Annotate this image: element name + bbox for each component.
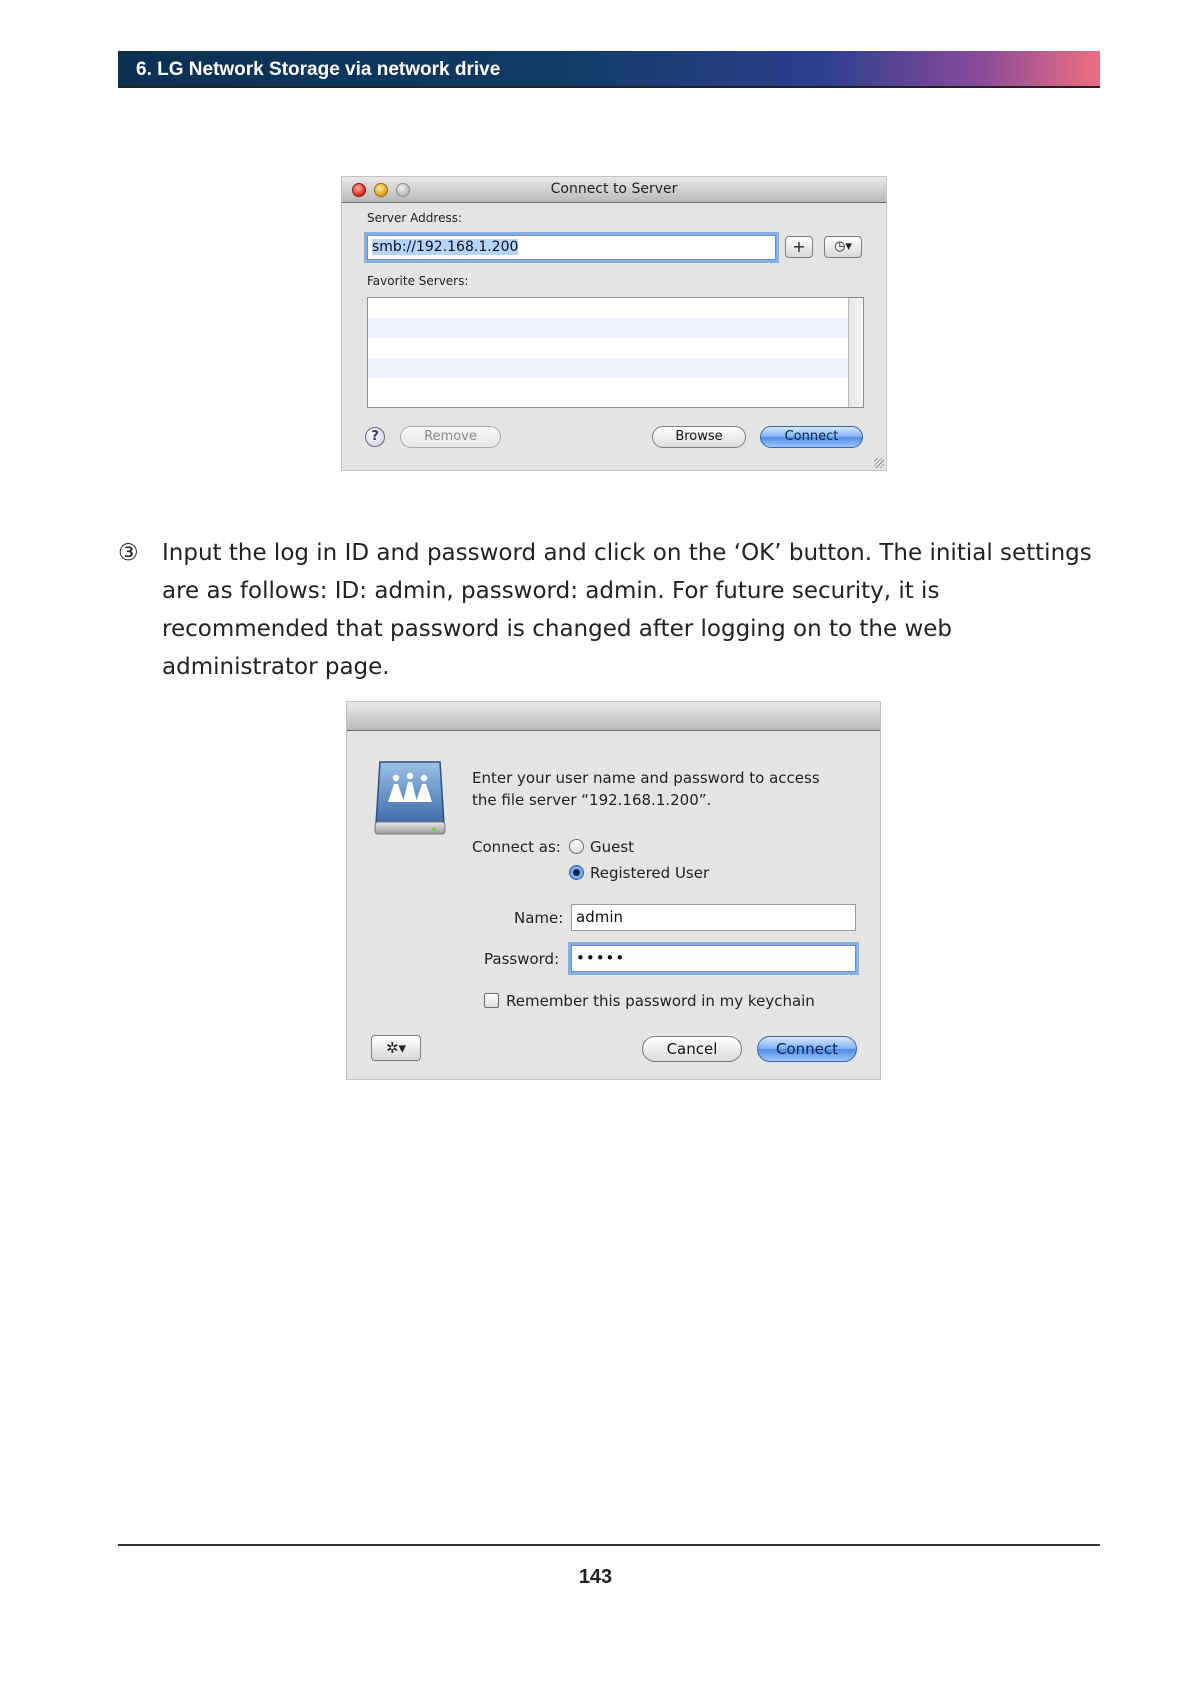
- password-label: Password:: [484, 950, 560, 968]
- server-address-input[interactable]: [367, 235, 776, 260]
- guest-radio[interactable]: [569, 839, 584, 854]
- page-number: 143: [578, 1566, 613, 1588]
- name-input[interactable]: admin: [571, 904, 856, 931]
- section-title: 6. LG Network Storage via network drive: [136, 59, 501, 80]
- guest-label[interactable]: Guest: [590, 838, 635, 856]
- server-address-label: Server Address:: [367, 211, 462, 225]
- clock-icon: ◷▾: [834, 239, 852, 254]
- connect-as-label: Connect as:: [472, 838, 561, 856]
- remove-button[interactable]: Remove: [400, 426, 501, 448]
- step-instruction: Input the log in ID and password and click on the ‘OK’ button. The initial settings are as follows: ID: admin, password: admin. For future security, it is recommended that password is changed after logging on to the web administrator page.: [162, 540, 1092, 680]
- password-input[interactable]: •••••: [571, 945, 856, 972]
- window-titlebar: [342, 177, 886, 203]
- cancel-button[interactable]: Cancel: [642, 1036, 742, 1062]
- registered-user-label[interactable]: Registered User: [590, 864, 710, 882]
- step-number: ③: [118, 540, 139, 566]
- window-title: Connect to Server: [550, 181, 678, 197]
- list-row[interactable]: [368, 338, 863, 358]
- browse-button[interactable]: Browse: [652, 426, 746, 448]
- list-scrollbar[interactable]: [848, 298, 863, 407]
- recent-servers-button[interactable]: [824, 236, 862, 258]
- list-row[interactable]: [368, 318, 863, 338]
- registered-user-radio[interactable]: [569, 865, 584, 880]
- question-mark-icon: ?: [371, 429, 379, 444]
- remember-password-label[interactable]: Remember this password in my keychain: [506, 992, 815, 1010]
- gear-icon: ✲▾: [385, 1039, 407, 1057]
- list-row[interactable]: [368, 358, 863, 378]
- remember-password-checkbox[interactable]: [484, 993, 499, 1008]
- plus-icon: +: [792, 237, 806, 256]
- login-prompt-line2: the file server “192.168.1.200”.: [472, 791, 712, 809]
- dialog-connect-button[interactable]: Connect: [757, 1036, 857, 1062]
- server-address-value: smb://192.168.1.200: [372, 239, 519, 255]
- favorite-servers-label: Favorite Servers:: [367, 274, 469, 288]
- help-button[interactable]: [365, 427, 385, 447]
- action-menu-button[interactable]: [371, 1035, 421, 1061]
- add-favorite-button[interactable]: [785, 236, 813, 258]
- connect-button[interactable]: Connect: [760, 426, 863, 448]
- network-server-icon: [374, 758, 446, 840]
- connect-to-server-window: [342, 177, 886, 470]
- list-row[interactable]: [368, 378, 863, 398]
- name-label: Name:: [514, 909, 564, 927]
- footer-rule: [118, 1544, 1100, 1546]
- login-prompt-line1: Enter your user name and password to access: [472, 769, 820, 787]
- dialog-titlebar: [347, 702, 880, 731]
- favorite-servers-list[interactable]: [367, 297, 864, 408]
- list-row[interactable]: [368, 298, 863, 318]
- resize-grip[interactable]: [874, 458, 884, 468]
- login-dialog: [347, 702, 880, 1079]
- section-header-banner: [118, 51, 1100, 88]
